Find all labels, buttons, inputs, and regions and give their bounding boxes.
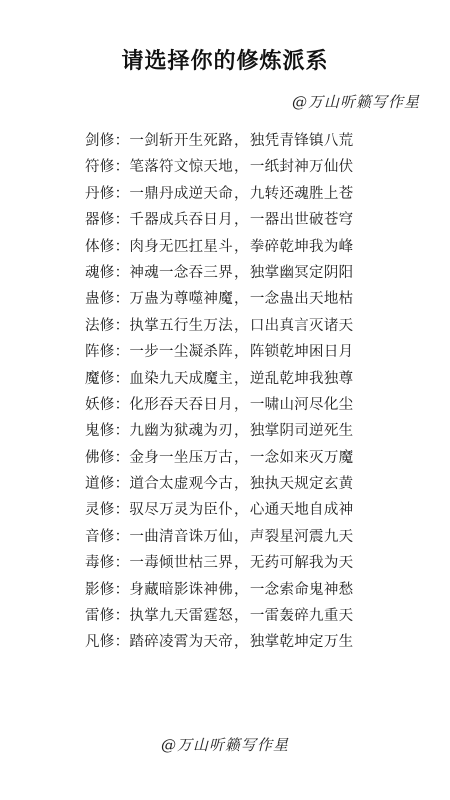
sect-row — [85, 629, 430, 655]
colon: ： — [114, 370, 130, 387]
sect-row — [85, 181, 430, 207]
sect-name: 鬼修 — [85, 423, 115, 440]
verse-line-1: 一毒倾世枯三界 — [129, 555, 234, 572]
verse-line-1: 驭尽万灵为臣仆 — [129, 502, 234, 519]
comma: ， — [234, 555, 249, 572]
sect-row — [85, 471, 430, 497]
comma: ， — [234, 159, 249, 176]
sect-name: 魔修 — [85, 370, 115, 387]
comma: ， — [234, 581, 249, 598]
verse-line-1: 一曲清音诛万仙 — [129, 528, 234, 545]
verse-line-2: 一念如来灭万魔 — [249, 449, 354, 466]
verse-line-2: 独凭青锋镇八荒 — [249, 133, 354, 149]
colon: ： — [114, 555, 130, 572]
verse-line-2: 独掌阴司逆死生 — [249, 423, 354, 440]
sect-name: 法修 — [85, 317, 115, 334]
verse-line-1: 万蛊为尊噬神魔 — [129, 291, 234, 308]
verse-line-2: 阵锁乾坤困日月 — [249, 344, 354, 361]
sect-name: 佛修 — [85, 449, 115, 466]
colon: ： — [114, 212, 130, 229]
colon: ： — [114, 423, 130, 440]
colon: ： — [114, 344, 130, 361]
sect-name: 魂修 — [85, 264, 115, 281]
verse-line-2: 一雷轰碎九重天 — [249, 608, 354, 625]
sect-name: 体修 — [85, 238, 115, 255]
verse-line-1: 执掌九天雷霆怒 — [129, 608, 234, 625]
verse-line-2: 独掌乾坤定万生 — [249, 634, 354, 651]
colon: ： — [114, 581, 130, 598]
sect-name: 妖修 — [85, 396, 115, 413]
colon: ： — [114, 502, 130, 519]
verse-line-1: 一步一尘凝杀阵 — [129, 344, 234, 361]
sect-row — [85, 497, 430, 523]
verse-line-2: 独掌幽冥定阴阳 — [249, 264, 354, 281]
sect-name: 道修 — [85, 476, 115, 493]
comma: ， — [234, 317, 249, 334]
colon: ： — [114, 449, 130, 466]
colon: ： — [114, 528, 130, 545]
comma: ， — [234, 185, 249, 202]
sect-name: 灵修 — [85, 502, 115, 519]
sect-name: 符修 — [85, 159, 115, 176]
sect-name: 器修 — [85, 212, 115, 229]
comma: ， — [234, 449, 249, 466]
sect-row — [85, 366, 430, 392]
verse-line-2: 无药可解我为天 — [249, 555, 354, 572]
colon: ： — [114, 185, 130, 202]
sect-name: 丹修 — [85, 185, 115, 202]
sect-name: 雷修 — [85, 608, 115, 625]
comma: ， — [234, 476, 249, 493]
sect-row — [85, 418, 430, 444]
sect-name: 毒修 — [85, 555, 115, 572]
sect-row — [85, 286, 430, 312]
sect-row — [85, 154, 430, 180]
verse-line-2: 一啸山河尽化尘 — [249, 396, 354, 413]
colon: ： — [114, 476, 130, 493]
sect-name: 凡修 — [85, 634, 115, 651]
sect-row — [85, 339, 430, 365]
verse-line-1: 执掌五行生万法 — [129, 317, 234, 334]
verse-line-1: 身藏暗影诛神佛 — [129, 581, 234, 598]
sect-row — [85, 603, 430, 629]
comma: ， — [234, 396, 249, 413]
sect-row — [85, 577, 430, 603]
comma: ， — [234, 502, 249, 519]
verse-line-2: 心通天地自成神 — [249, 502, 354, 519]
sect-list — [85, 128, 430, 656]
verse-line-1: 肉身无匹扛星斗 — [129, 238, 234, 255]
author-signature-bottom: @万山听籁写作星 — [160, 736, 289, 754]
verse-line-1: 笔落符文惊天地 — [129, 159, 234, 176]
page-title: 请选择你的修炼派系 — [121, 49, 329, 74]
author-signature-top: @万山听籁写作星 — [291, 93, 420, 111]
sect-row — [85, 313, 430, 339]
verse-line-2: 独执天规定玄黄 — [249, 476, 354, 493]
sect-name: 剑修 — [85, 133, 115, 149]
verse-line-1: 一剑斩开生死路 — [129, 133, 234, 149]
verse-line-2: 一念蛊出天地枯 — [249, 291, 354, 308]
verse-line-2: 一纸封神万仙伏 — [249, 159, 354, 176]
verse-line-1: 九幽为狱魂为刃 — [129, 423, 234, 440]
verse-line-2: 一器出世破苍穹 — [249, 212, 354, 229]
comma: ， — [234, 291, 249, 308]
colon: ： — [114, 396, 130, 413]
colon: ： — [114, 264, 130, 281]
sect-name: 阵修 — [85, 344, 115, 361]
comma: ， — [234, 608, 249, 625]
sect-row — [85, 207, 430, 233]
verse-line-1: 神魂一念吞三界 — [129, 264, 234, 281]
colon: ： — [114, 634, 130, 651]
comma: ， — [234, 634, 249, 651]
verse-line-2: 口出真言灭诸天 — [249, 317, 354, 334]
comma: ， — [234, 133, 249, 149]
verse-line-1: 金身一坐压万古 — [129, 449, 234, 466]
verse-line-1: 血染九天成魔主 — [129, 370, 234, 387]
colon: ： — [114, 133, 130, 149]
colon: ： — [114, 291, 130, 308]
verse-line-1: 道合太虚观今古 — [129, 476, 234, 493]
verse-line-2: 声裂星河震九天 — [249, 528, 354, 545]
sect-row — [85, 260, 430, 286]
comma: ， — [234, 528, 249, 545]
colon: ： — [114, 159, 130, 176]
verse-line-1: 一鼎丹成逆天命 — [129, 185, 234, 202]
comma: ， — [234, 238, 249, 255]
sect-row — [85, 445, 430, 471]
sect-row — [85, 550, 430, 576]
sect-row — [85, 128, 430, 154]
colon: ： — [114, 317, 130, 334]
comma: ， — [234, 344, 249, 361]
colon: ： — [114, 238, 130, 255]
sect-row — [85, 392, 430, 418]
comma: ， — [234, 212, 249, 229]
sect-row — [85, 524, 430, 550]
verse-line-2: 拳碎乾坤我为峰 — [249, 238, 354, 255]
comma: ， — [234, 370, 249, 387]
sect-name: 影修 — [85, 581, 115, 598]
verse-line-2: 九转还魂胜上苍 — [249, 185, 354, 202]
colon: ： — [114, 608, 130, 625]
comma: ， — [234, 423, 249, 440]
verse-line-2: 逆乱乾坤我独尊 — [249, 370, 354, 387]
sect-name: 音修 — [85, 528, 115, 545]
sect-row — [85, 234, 430, 260]
verse-line-2: 一念索命鬼神愁 — [249, 581, 354, 598]
verse-line-1: 千器成兵吞日月 — [129, 212, 234, 229]
comma: ， — [234, 264, 249, 281]
sect-name: 蛊修 — [85, 291, 115, 308]
verse-line-1: 踏碎凌霄为天帝 — [129, 634, 234, 651]
verse-line-1: 化形吞天吞日月 — [129, 396, 234, 413]
